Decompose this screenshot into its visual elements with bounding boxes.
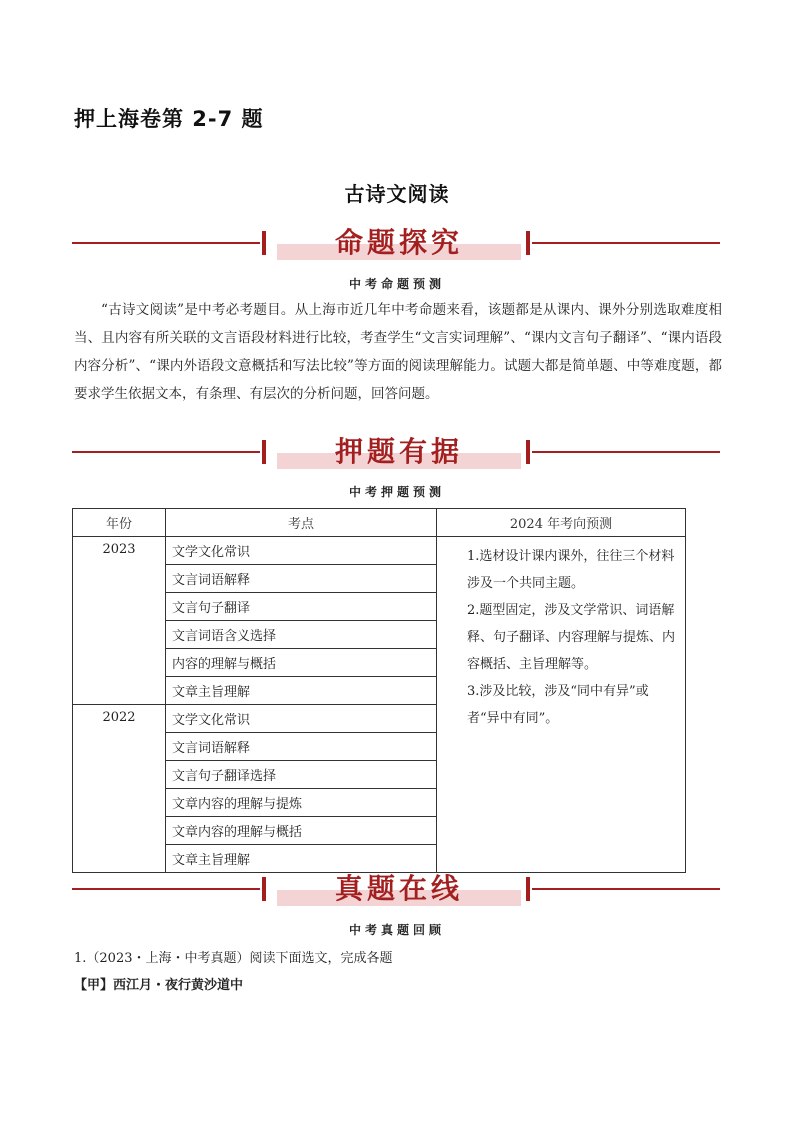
banner-bar-right — [526, 440, 530, 464]
point-cell: 文言词语含义选择 — [166, 621, 437, 649]
banner-title: 押题有据 — [334, 435, 463, 468]
header-prediction: 2024 年考向预测 — [437, 509, 686, 537]
banner-rule-left — [72, 451, 260, 453]
banner-rule-left — [72, 242, 260, 244]
year-cell: 2023 — [73, 537, 166, 705]
banner-subtitle: 中考押题预测 — [348, 485, 445, 499]
prediction-item: 3.涉及比较，涉及“同中有异”或者“异中有同”。 — [467, 684, 649, 726]
question-line: 1.（2023・上海・中考真题）阅读下面选文，完成各题 — [74, 951, 393, 966]
banner-title: 真题在线 — [334, 872, 463, 905]
section-title: 古诗文阅读 — [344, 182, 450, 206]
point-cell: 文学文化常识 — [166, 705, 437, 733]
point-cell: 文言词语解释 — [166, 565, 437, 593]
banner-bar-right — [526, 877, 530, 901]
banner-title: 命题探究 — [334, 226, 463, 259]
table-header-row — [73, 509, 686, 537]
document-title: 押上海卷第 2-7 题 — [74, 107, 264, 131]
banner-bar-left — [262, 440, 266, 464]
banner-rule-right — [532, 888, 720, 890]
exam-points-table — [72, 508, 686, 873]
banner-subtitle: 中考命题预测 — [348, 277, 445, 291]
header-year: 年份 — [73, 509, 166, 537]
table-row — [73, 537, 686, 565]
point-cell: 文言句子翻译选择 — [166, 761, 437, 789]
point-cell: 文言词语解释 — [166, 733, 437, 761]
point-cell: 文章主旨理解 — [166, 845, 437, 873]
point-cell: 文言句子翻译 — [166, 593, 437, 621]
prediction-cell — [437, 537, 686, 873]
passage-heading: 【甲】西江月・夜行黄沙道中 — [74, 978, 244, 993]
point-cell: 文章主旨理解 — [166, 677, 437, 705]
intro-paragraph: “古诗文阅读”是中考必考题目。从上海市近几年中考命题来看，该题都是从课内、课外分别选取难度相当、且内容有所关联的文言语段材料进行比较，考查学生“文言实词理解”、“课内文言句子翻译”、“课内语段内容分析”、“课内外语段文意概括和写法比较”等方面的阅读理解能力。试题大都是简单题、中等难度题，都要求学生依据文本，有条理、有层次的分析问题，回答问题。 — [74, 302, 722, 402]
point-cell: 文章内容的理解与概括 — [166, 817, 437, 845]
banner-rule-right — [532, 451, 720, 453]
banner-yati-youju — [72, 430, 720, 474]
banner-bar-right — [526, 231, 530, 255]
prediction-item: 1.选材设计课内课外，往往三个材料涉及一个共同主题。 — [467, 549, 675, 591]
banner-rule-left — [72, 888, 260, 890]
banner-zhenti-zaixian — [72, 867, 720, 911]
banner-mingti-tanjiu — [72, 221, 720, 265]
point-cell: 文学文化常识 — [166, 537, 437, 565]
point-cell: 内容的理解与概括 — [166, 649, 437, 677]
banner-bar-left — [262, 231, 266, 255]
point-cell: 文章内容的理解与提炼 — [166, 789, 437, 817]
banner-subtitle: 中考真题回顾 — [348, 923, 445, 937]
header-points: 考点 — [166, 509, 437, 537]
banner-rule-right — [532, 242, 720, 244]
prediction-item: 2.题型固定，涉及文学常识、词语解释、句子翻译、内容理解与提炼、内容概括、主旨理解等。 — [467, 603, 676, 672]
banner-bar-left — [262, 877, 266, 901]
year-cell: 2022 — [73, 705, 166, 873]
